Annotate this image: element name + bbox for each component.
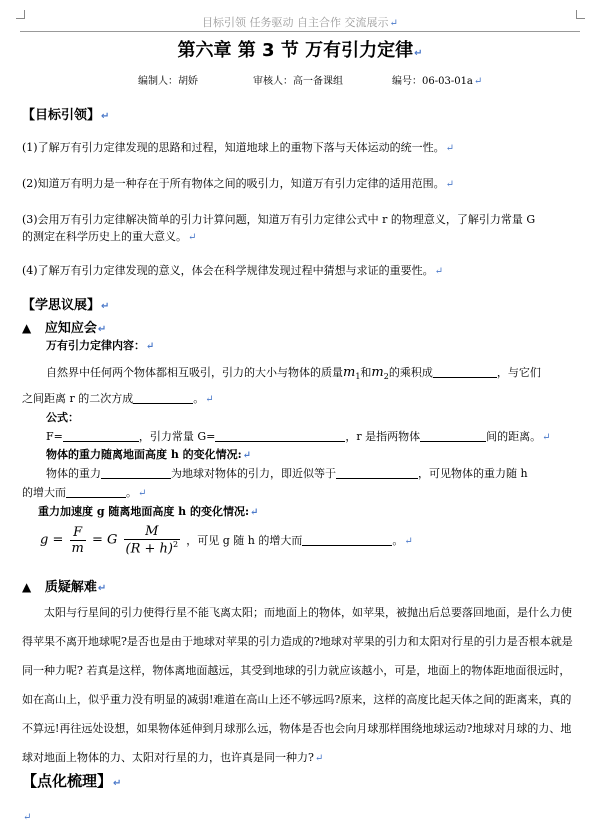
meta-editor: 编制人：胡娇: [138, 76, 198, 87]
page-title: 第六章 第 3 节 万有引力定律↵: [177, 40, 423, 61]
gravity-line-1: 物体的重力 为地球对物体的引力，即近似等于 ，可见物体的重力随 h: [46, 467, 528, 480]
return-icon: ↵: [113, 778, 122, 789]
question-paragraph: 太阳与行星间的引力使得行星不能飞离太阳；而地面上的物体，如苹果，被抛出后总要落回地面，是什么力使得苹果不离开地球呢?是否也是由于地球对苹果的引力造成的?地球对苹果的引力和太阳对行星的引力是否根本就是同一种力呢? 若真是这样，物体离地面越远，其受到地球的引力就应该越小，可是，地面上的物体距地面很远时，如在高山上，似乎重力没有明显的减弱!难道在高山上还不够远吗?原来，这样的高度比起天体之间的距离来，真的不算远!再往远处设想，如果物体延伸到月球那么远，物体是否也会向月球那样围绕地球运动?地球对月球的力、地球对地面上物体的力、太阳对行星的力，也许真是同一种力?↵: [22, 606, 573, 764]
blank-inverse[interactable]: [133, 391, 193, 404]
return-icon: ↵: [414, 48, 423, 59]
subsection-question: ▲ 质疑解难↵: [22, 580, 107, 595]
return-icon: ↵: [205, 394, 214, 405]
fraction-f-over-m: $\frac{F}{m}$: [71, 524, 84, 556]
return-icon: ↵: [188, 232, 197, 243]
meta-reviewer: 审核人：高一备课组: [253, 76, 343, 87]
return-icon: ↵: [445, 143, 454, 154]
return-icon: ↵: [389, 18, 398, 29]
gravity-line-2: 的增大而 。↵: [22, 486, 147, 499]
accel-equation: g = $\frac{F}{m}$ = G $\frac{M}{(R + h)^2}$ ，可见 g 随 h 的增大而 。↵: [40, 524, 413, 557]
formula-label: 公式：: [46, 411, 79, 424]
header-divider: [20, 31, 580, 32]
meta-number: 编号：06-03-01a↵: [392, 76, 483, 87]
section-summary: 【点化梳理】↵: [22, 772, 122, 790]
blank-proportional[interactable]: [433, 365, 497, 378]
return-icon: ↵: [242, 450, 252, 461]
blank-accel-change[interactable]: [302, 533, 392, 546]
goal-item-3-cont: 的测定在科学历史上的重大意义。↵: [22, 230, 197, 243]
triangle-icon: ▲: [22, 580, 32, 594]
goal-item-2: (2)知道万有明力是一种存在于所有物体之间的吸引力，知道万有引力定律的适用范围。↵: [22, 177, 454, 190]
accel-title: 重力加速度 g 随离地面高度 h 的变化情况:↵: [38, 505, 259, 518]
return-icon: ↵: [97, 583, 107, 594]
blank-r-meaning[interactable]: [420, 429, 486, 442]
return-icon: ↵: [97, 324, 107, 335]
return-icon: ↵: [542, 432, 551, 443]
goal-item-1: (1)了解万有引力定律发现的思路和过程，知道地球上的重物下落与天体运动的统一性。↵: [22, 141, 454, 154]
return-icon: ↵: [434, 266, 443, 277]
return-icon: ↵: [23, 812, 32, 823]
return-icon: ↵: [146, 341, 155, 352]
return-icon: ↵: [445, 179, 454, 190]
section-study: 【学思议展】↵: [22, 298, 110, 313]
blank-formula[interactable]: [63, 429, 139, 442]
blank-gravity-change[interactable]: [66, 485, 126, 498]
return-icon: ↵: [250, 507, 259, 518]
goal-item-3: (3)会用万有引力定律解决简单的引力计算问题，知道万有引力定律公式中 r 的物理意义，了解引力常量 G: [22, 213, 536, 226]
section-goals: 【目标引领】↵: [22, 108, 110, 123]
content-title: 万有引力定律内容：↵: [46, 339, 155, 352]
return-icon: ↵: [101, 301, 110, 312]
gravity-title: 物体的重力随离地面高度 h 的变化情况:↵: [46, 448, 252, 461]
blank-g-constant[interactable]: [215, 429, 345, 442]
goal-item-4: (4)了解万有引力定律发现的意义，体会在科学规律发现过程中猜想与求证的重要性。↵: [22, 264, 443, 277]
return-icon: ↵: [404, 536, 413, 548]
law-line-2: 之间距离 r 的二次方成 。↵: [22, 392, 214, 405]
return-icon: ↵: [314, 753, 324, 764]
blank-gravity-equal[interactable]: [336, 466, 418, 479]
return-icon: ↵: [138, 488, 147, 499]
return-icon: ↵: [101, 111, 110, 122]
fraction-m-over-rh: $\frac{M}{(R + h)^2}$: [125, 524, 179, 557]
page-header: 目标引领 任务驱动 自主合作 交流展示↵: [202, 16, 398, 29]
return-icon: ↵: [473, 76, 483, 87]
law-line-1: 自然界中任何两个物体都相互吸引，引力的大小与物体的质量$m_1$和$m_2$的乘积成 ，与它们: [46, 365, 541, 382]
subsection-know: ▲ 应知应会↵: [22, 321, 107, 336]
formula-line: F= ，引力常量 G= ，r 是指两物体 间的距离。↵: [46, 430, 551, 443]
empty-line: [22, 805, 31, 824]
triangle-icon: ▲: [22, 321, 32, 335]
blank-gravity-approx[interactable]: [101, 466, 171, 479]
